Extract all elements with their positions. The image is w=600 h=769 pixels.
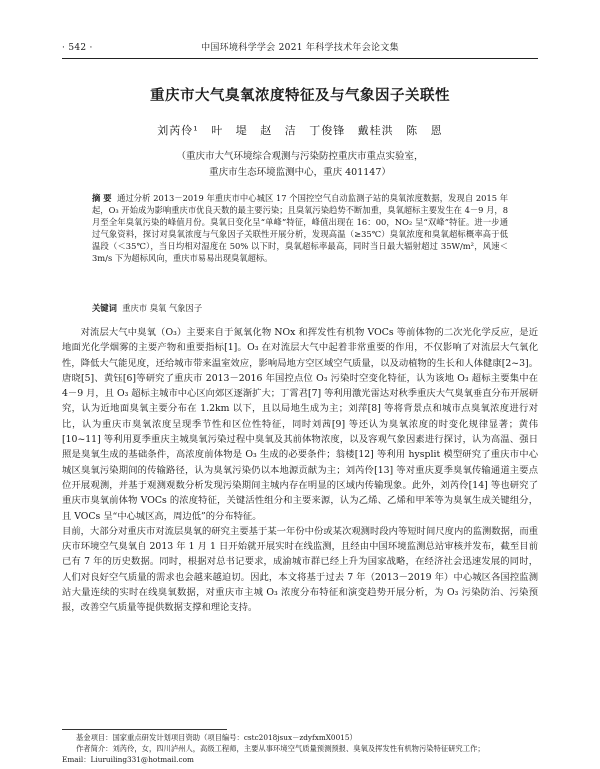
body-paragraph-1: 对流层大气中臭氧（O₃）主要来自于氮氧化物 NOx 和挥发性有机物 VOCs 等前体物的二次光化学反应，是近地面光化学烟雾的主要产物和重要指标[1]。O₃ 在对流层大气中起着非常重要的作用，不仅影响了对流层大气氧化性，降低大气能见度，还给城市带来温室效应，影响局地方空区域空气质量，以及动植物的生长和人体健康[2~3]。唐晓[5]、黄钰[6]等研究了重庆市 2013－2016 年国控点位 O₃ 污染时空变化特征，认为该地 O₃ 超标主要集中在 4－9 月，且 O₃ 超标主城市中心区向郊区逐渐扩大；丁霄君[7] 等利用激光雷达对秋季重庆大气臭氧垂直分布开展研究，认为近地面臭氧主要分布在 1.2km 以下，且以局地生成为主；刘萍[8] 等将背景点和城市点臭氧浓度进行对比，认为重庆市臭氧浓度呈现季节性和区位性特征，同时刘茜[9] 等还认为臭氧浓度的时变化规律显著；黄伟[10~11] 等利用夏季重庆主城臭氧污染过程中臭氧及其前体物浓度，以及容观气象因素进行探讨，认为高温、强日照是臭氧生成的基础条件，高浓度前体物是 O₃ 生成的必要条件；翁楼[12] 等利用 hysplit 模型研究了重庆市中心城区臭氧污染期间的传输路径，认为臭氧污染仍以本地源贡献为主；刘芮伶[13] 等对重庆夏季臭氧传输通道主要点位开展观测，并基于观测观数分析发现污染期间主城内存在明显的区域内传输现象。此外，刘芮伶[14] 等也研究了重庆市臭氧前体物 VOCs 的浓度特征，关键活性组分和主要来源，认为乙烯、乙烯和甲苯等为臭氧生成关键组分，且 VOCs 呈“中心城区高，周边低”的分布特征。 (62, 327, 538, 522)
abstract (92, 193, 508, 264)
body-paragraph-2: 目前，大部分对重庆市对流层臭氧的研究主要基于某一年份中份或某次观测时段内等短时间尺度内的监测数据，而重庆市环境空气臭氧自 2013 年 1 月 1 日开始就开展实时在线监测，且经由中国环境监测总站审核并发布，截至目前已有 7 年的历史数据。同时，根据对总书记要求，成渝城市群已经上升为国家战略，在经济社会迅速发展的同时，人们对良好空气质量的需求也会越来越迫切。因此，本文将基于过去 7 年（2013－2019 年）中心城区各国控监测站大量连续的实时在线臭氧数据，对重庆市主城 O₃ 浓度分布特征和演变趋势开展分析，为 O₃ 污染防治、污染预报，改善空气质量等提供数据支撑和理论支持。 (62, 525, 538, 614)
abstract-label: 摘 要 (92, 193, 112, 203)
keywords-label: 关键词 (92, 303, 117, 313)
affiliation-line-2: 重庆市生态环境监测中心，重庆 401147） (209, 167, 391, 178)
keywords (92, 302, 508, 314)
running-header (62, 40, 538, 56)
author-list: 刘芮伶¹ 叶 堤 赵 洁 丁俊锋 戴桂洪 陈 恩 (157, 124, 443, 137)
footnote-fund: 基金项目：国家重点研发计划项目资助（项目编号：cstc2018jsux－zdyfxmX0015） (76, 733, 357, 742)
footnote-divider (62, 729, 227, 730)
page-number: · 542 · (62, 43, 93, 53)
affiliation-line-1: （重庆市大气环境综合观测与污染防控重庆市重点实验室， (176, 151, 424, 162)
publication-title: 中国环境科学学会 2021 年科学技术年会论文集 (201, 43, 399, 53)
footnote-author-bio: 作者简介：刘芮伶，女，四川泸州人，高级工程师，主要从事环境空气质量预测预报、臭氧及挥发性有机物污染特征研究工作； (76, 744, 485, 753)
abstract-text: 通过分析 2013－2019 年重庆市中心城区 17 个国控空气自动监测子站的臭氧浓度数据，发现自 2015 年起，O₃ 开始成为影响重庆市优良天数的最主要污染；且臭氧污染趋势不断加重，臭氧超标主要发生在 4－9 月，8 月至全年臭氧污染的峰值月份。臭氧日变化呈“单峰”特征，峰值出现在 16：00，NO₂ 呈“双峰”特征。进一步通过气象资料，探讨对臭氧浓度与气象因子关联性开展分析，发现高温（≥35℃）臭氧浓度和臭氧超标概率高于低温段（＜35℃），当日均相对湿度在 50% 以下时，臭氧超标率最高，同时当日最大辐射超过 35W/m²，风速＜3m/s 下为超标风向，重庆市易易出现臭氧超标。 (92, 193, 508, 263)
keywords-text: 重庆市 臭氧 气象因子 (122, 303, 203, 313)
body-text (62, 325, 538, 616)
paper-title: 重庆市大气臭氧浓度特征及与气象因子关联性 (150, 88, 450, 104)
footnote-email: Email：Liuruiling331@hotmail.com (62, 755, 194, 764)
header-divider (62, 58, 538, 59)
